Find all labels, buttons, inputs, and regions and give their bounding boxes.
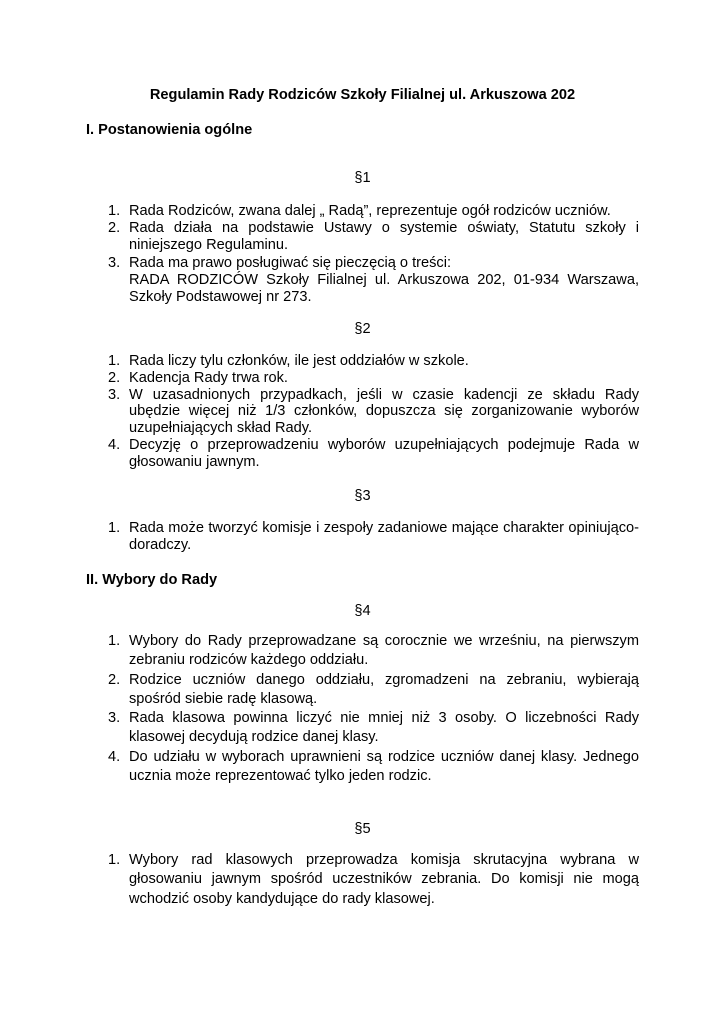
document-title: Regulamin Rady Rodziców Szkoły Filialnej ul. Arkuszowa 202 xyxy=(149,87,576,103)
item-number: 1. xyxy=(108,633,121,649)
item-number: 2. xyxy=(108,220,121,237)
list-item xyxy=(108,437,639,471)
paragraph-mark-2: §2 xyxy=(354,321,371,337)
list-item xyxy=(108,220,639,254)
paragraph-1-list xyxy=(108,203,639,306)
item-number: 3. xyxy=(108,710,121,727)
item-number: 4. xyxy=(108,748,121,765)
item-text: Wybory rad klasowych przeprowadza komisja skrutacyjna wybrana w głosowaniu jawnym spośród uczestników zebrania. Do komisji nie mogą wchodzić osoby kandydujące do rady klasowej. xyxy=(129,852,639,907)
list-item xyxy=(108,520,639,554)
paragraph-4-list xyxy=(108,632,639,786)
list-item xyxy=(108,203,639,220)
list-item xyxy=(108,387,639,437)
item-text: Rada Rodziców, zwana dalej „ Radą”, reprezentuje ogół rodziców uczniów. xyxy=(129,203,611,219)
list-item xyxy=(108,709,639,748)
paragraph-3-list xyxy=(108,520,639,554)
paragraph-mark-1: §1 xyxy=(354,170,371,186)
item-number: 1. xyxy=(108,353,121,369)
item-text: Rada działa na podstawie Ustawy o systemie oświaty, Statutu szkoły i niniejszego Regulaminu. xyxy=(129,220,639,254)
list-item xyxy=(108,353,639,370)
item-text: Decyzję o przeprowadzeniu wyborów uzupełniających podejmuje Rada w głosowaniu jawnym. xyxy=(129,436,639,470)
list-item xyxy=(108,748,639,787)
paragraph-mark-5: §5 xyxy=(354,821,371,837)
list-item xyxy=(108,671,639,710)
item-text: Rodzice uczniów danego oddziału, zgromadzeni na zebraniu, wybierają spośród siebie radę klasową. xyxy=(129,671,639,707)
item-number: 2. xyxy=(108,369,121,386)
item-text: Wybory do Rady przeprowadzane są corocznie we wrześniu, na pierwszym zebraniu rodziców każdego oddziału. xyxy=(129,633,639,669)
item-text: Rada liczy tylu członków, ile jest oddziałów w szkole. xyxy=(129,353,469,369)
item-number: 1. xyxy=(108,852,121,868)
item-text: Kadencja Rady trwa rok. xyxy=(129,369,288,386)
paragraph-mark-3: §3 xyxy=(354,488,371,504)
item-text: Do udziału w wyborach uprawnieni są rodzice uczniów danej klasy. Jednego ucznia może reprezentować tylko jeden rodzic. xyxy=(129,748,639,785)
list-item xyxy=(108,632,639,671)
paragraph-5-list xyxy=(108,851,639,909)
list-item xyxy=(108,370,639,387)
item-number: 1. xyxy=(108,203,121,219)
paragraph-mark-4: §4 xyxy=(354,603,371,619)
item-text: W uzasadnionych przypadkach, jeśli w czasie kadencji ze składu Rady ubędzie więcej niż 1/3 członków, dopuszcza się zorganizowanie wyborów uzupełniających skład Rady. xyxy=(129,386,639,437)
section-heading-general: I. Postanowienia ogólne xyxy=(86,122,253,138)
list-item xyxy=(108,851,639,909)
section-heading-elections: II. Wybory do Rady xyxy=(86,572,218,588)
item-text: Rada może tworzyć komisje i zespoły zadaniowe mające charakter opiniująco-doradczy. xyxy=(129,520,639,553)
item-number: 1. xyxy=(108,520,121,536)
stamp-text: RADA RODZICÓW Szkoły Filialnej ul. Arkuszowa 202, 01-934 Warszawa, Szkoły Podstawowej nr 273. xyxy=(129,271,639,306)
item-text: Rada klasowa powinna liczyć nie mniej niż 3 osoby. O liczebności Rady klasowej decydują rodzice danej klasy. xyxy=(129,710,639,746)
list-item xyxy=(108,255,639,307)
item-number: 3. xyxy=(108,254,121,271)
paragraph-2-list xyxy=(108,353,639,471)
item-number: 3. xyxy=(108,386,121,403)
item-text: Rada ma prawo posługiwać się pieczęcią o treści: xyxy=(129,254,452,271)
item-number: 4. xyxy=(108,436,121,453)
item-number: 2. xyxy=(108,671,121,688)
